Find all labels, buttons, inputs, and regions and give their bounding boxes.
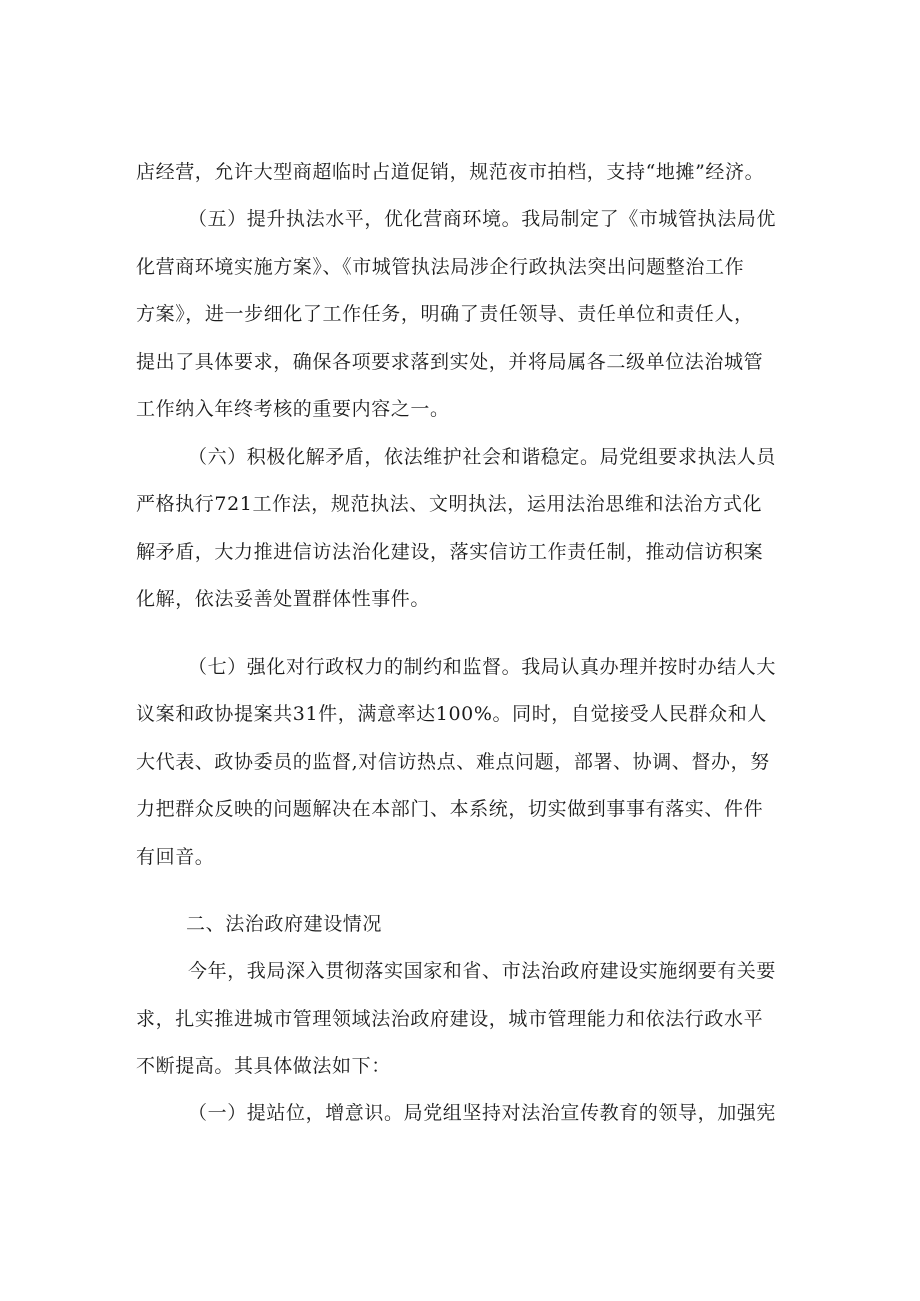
paragraph-line: 店经营，允许大型商超临时占道促销，规范夜市拍档，支持“地摊”经济。	[136, 161, 765, 183]
paragraph-line: 今年，我局深入贯彻落实国家和省、市法治政府建设实施纲要有关要	[188, 960, 777, 982]
paragraph-line: （七）强化对行政权力的制约和监督。我局认真办理并按时办结人大	[188, 656, 777, 678]
paragraph-line: 方案》，进一步细化了工作任务，明确了责任领导、责任单位和责任人，	[136, 303, 754, 325]
paragraph-line: 议案和政协提案共31件，满意率达100%。同时，自觉接受人民群众和人	[136, 703, 767, 725]
paragraph-line: 化解，依法妥善处置群体性事件。	[136, 588, 431, 610]
paragraph-line: 严格执行721工作法，规范执法、文明执法，运用法治思维和法治方式化	[136, 493, 763, 515]
paragraph-line: 求，扎实推进城市管理领域法治政府建设，城市管理能力和依法行政水平	[136, 1008, 764, 1030]
paragraph-line: （五）提升执法水平，优化营商环境。我局制定了《市城管执法局优	[188, 208, 777, 230]
paragraph-line: 力把群众反映的问题解决在本部门、本系统，切实做到事事有落实、件件	[136, 798, 764, 820]
paragraph-line: （六）积极化解矛盾，依法维护社会和谐稳定。局党组要求执法人员	[188, 446, 777, 468]
paragraph-line: 工作纳入年终考核的重要内容之一。	[136, 398, 450, 420]
paragraph-line: 提出了具体要求，确保各项要求落到实处，并将局属各二级单位法治城管	[136, 351, 764, 373]
paragraph-line: （一）提站位，增意识。局党组坚持对法治宣传教育的领导，加强宪	[188, 1102, 777, 1124]
paragraph-line: 不断提高。其具体做法如下：	[136, 1055, 391, 1077]
paragraph-line: 解矛盾，大力推进信访法治化建设，落实信访工作责任制，推动信访积案	[136, 541, 764, 563]
section-heading: 二、法治政府建设情况	[186, 913, 383, 935]
paragraph-line: 有回音。	[136, 846, 215, 868]
paragraph-line: 化营商环境实施方案》、《市城管执法局涉企行政执法突出问题整治工作	[136, 256, 745, 278]
paragraph-line: 大代表、政协委员的监督,对信访热点、难点问题，部署、协调、督办，努	[136, 751, 770, 773]
